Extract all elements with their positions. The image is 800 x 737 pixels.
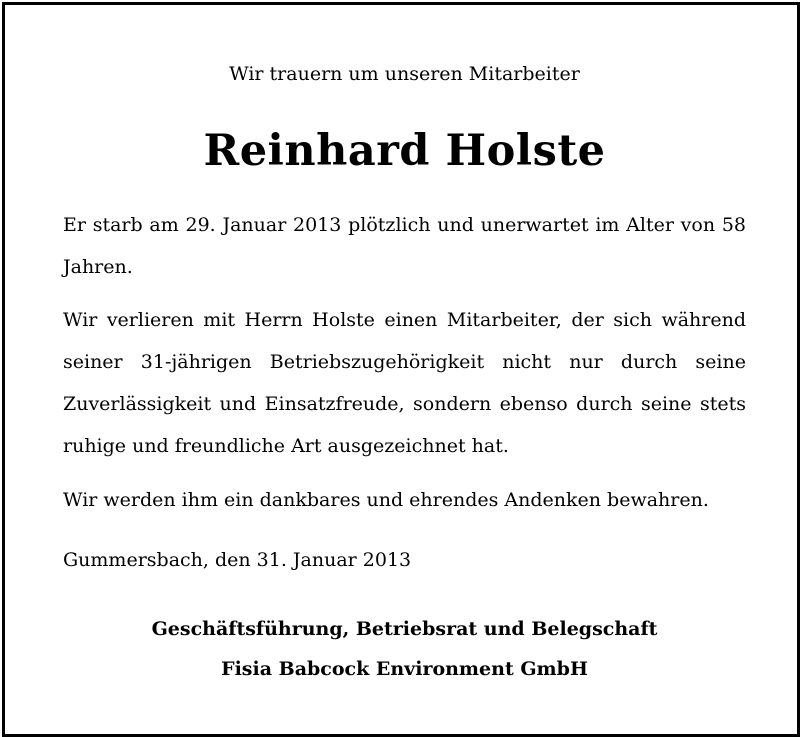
paragraph-tribute: Wir verlieren mit Herrn Holste einen Mitarbeiter, der sich während seiner 31-jährigen Betriebszugehörigkeit nicht nur durch seine Zuverlässigkeit und Einsatzfreude, sondern ebenso durch seine stets ruhige und freundliche Art ausgezeichnet hat. — [63, 309, 746, 457]
intro-line: Wir trauern um unseren Mitarbeiter — [229, 63, 580, 85]
company-name: Fisia Babcock Environment GmbH — [221, 658, 588, 680]
signatories: Geschäftsführung, Betriebsrat und Belegschaft — [151, 618, 658, 640]
obituary-notice — [2, 2, 800, 737]
paragraph-death-announcement: Er starb am 29. Januar 2013 plötzlich und unerwartet im Alter von 58 Jahren. — [63, 214, 746, 278]
paragraph-remembrance: Wir werden ihm ein dankbares und ehrendes Andenken bewahren. — [63, 489, 709, 511]
deceased-name: Reinhard Holste — [203, 126, 606, 176]
place-and-date: Gummersbach, den 31. Januar 2013 — [63, 549, 412, 571]
